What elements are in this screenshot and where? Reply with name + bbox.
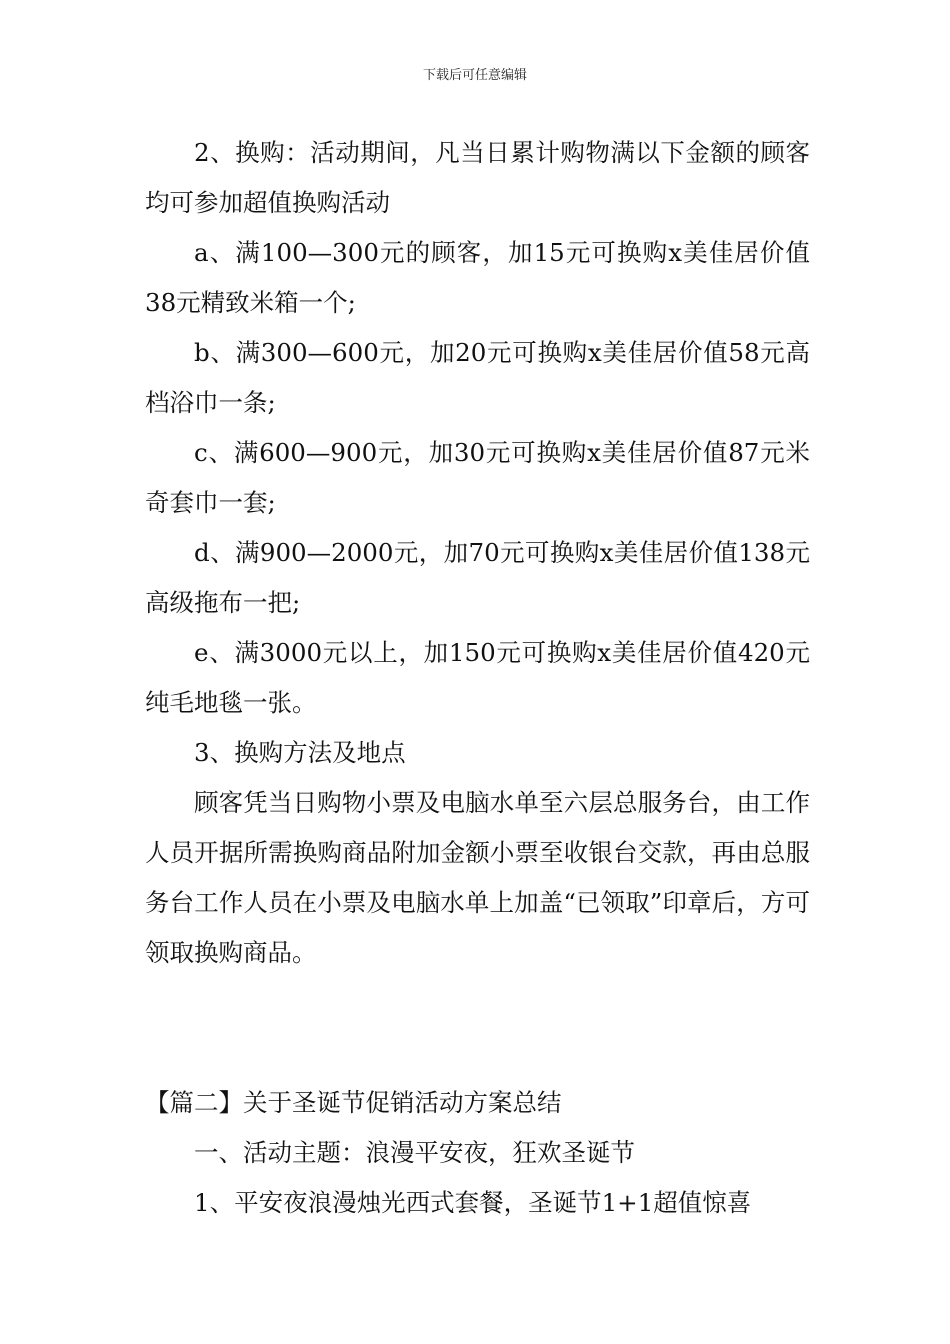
paragraph-tier-b: b、满300—600元，加20元可换购x美佳居价值58元高档浴巾一条; (145, 338, 810, 417)
paragraph-item-1: 1、平安夜浪漫烛光西式套餐，圣诞节1+1超值惊喜 (194, 1188, 752, 1217)
section-gap (145, 978, 810, 1078)
paragraph-tier-a: a、满100—300元的顾客，加15元可换购x美佳居价值38元精致米箱一个; (145, 238, 810, 317)
paragraph-tier-d: d、满900—2000元，加70元可换购x美佳居价值138元高级拖布一把; (145, 538, 810, 617)
page-header: 下载后可任意编辑 (422, 68, 527, 83)
paragraph-method-detail: 顾客凭当日购物小票及电脑水单至六层总服务台，由工作人员开据所需换购商品附加金额小票至收银台交款，再由总服务台工作人员在小票及电脑水单上加盖“已领取”印章后，方可领取换购商品。 (145, 788, 810, 967)
section-title: 【篇二】关于圣诞节促销活动方案总结 (145, 1088, 562, 1117)
document-body (145, 128, 810, 1228)
paragraph-tier-e: e、满3000元以上，加150元可换购x美佳居价值420元纯毛地毯一张。 (145, 638, 810, 717)
paragraph-exchange-intro: 2、换购：活动期间，凡当日累计购物满以下金额的顾客均可参加超值换购活动 (145, 138, 810, 217)
paragraph-theme: 一、活动主题：浪漫平安夜，狂欢圣诞节 (194, 1138, 635, 1167)
paragraph-method-heading: 3、换购方法及地点 (194, 738, 406, 767)
paragraph-tier-c: c、满600—900元，加30元可换购x美佳居价值87元米奇套巾一套; (145, 438, 810, 517)
